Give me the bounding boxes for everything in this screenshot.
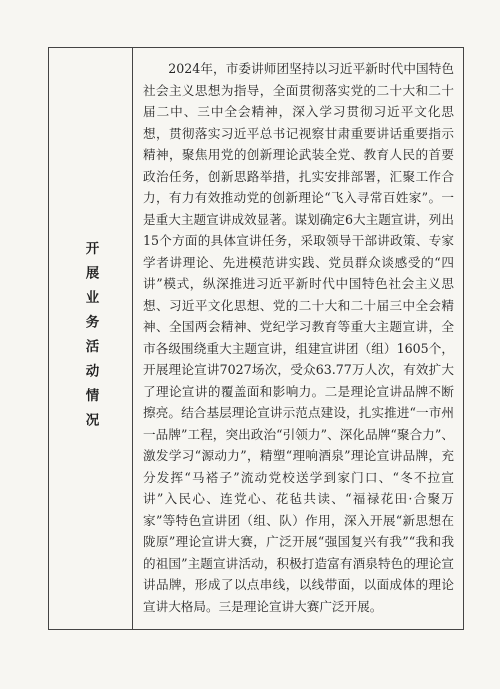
- row-content-cell: [133, 48, 463, 629]
- row-label-cell: [49, 48, 133, 629]
- activity-report-table: [48, 47, 464, 630]
- row-label: 开展业务活动情况: [82, 240, 99, 437]
- activity-description: 2024年，市委讲师团坚持以习近平新时代中国特色社会主义思想为指导，全面贯彻落实党的二十大和二十届二中、三中全会精神，深入学习贯彻习近平文化思想，贯彻落实习近平总书记视察甘肃重要讲话重要指示精神，聚焦用党的创新理论武装全党、教育人民的首要政治任务，创新思路举措，扎实安排部署，汇聚工作合力，有力有效推动党的创新理论“飞入寻常百姓家”。一是重大主题宣讲成效显著。谋划确定6大主题宣讲，列出15个方面的具体宣讲任务，采取领导干部讲政策、专家学者讲理论、先进模范讲实践、党员群众谈感受的“四讲”模式，纵深推进习近平新时代中国特色社会主义思想、习近平文化思想、党的二十大和二十届三中全会精神、全国两会精神、党纪学习教育等重大主题宣讲，全市各级围绕重大主题宣讲，组建宣讲团（组）1605个，开展理论宣讲7027场次，受众63.77万人次，有效扩大了理论宣讲的覆盖面和影响力。二是理论宣讲品牌不断擦亮。结合基层理论宣讲示范点建设，扎实推进“一市州一品牌”工程，突出政治“引领力”、深化品牌“聚合力”、激发学习“源动力”，精塑“理响酒泉”理论宣讲品牌，充分发挥“马褡子”流动党校送学到家门口、“冬不拉宣讲”入民心、连党心、花毡共读、“福禄花田·合聚万家”等特色宣讲团（组、队）作用，深入开展“新思想在陇原”理论宣讲大赛，广泛开展“强国复兴有我”“我和我的祖国”主题宣讲活动，积极打造富有酒泉特色的理论宣讲品牌，形成了以点串线，以线带面，以面成体的理论宣讲大格局。三是理论宣讲大赛广泛开展。: [143, 61, 454, 614]
